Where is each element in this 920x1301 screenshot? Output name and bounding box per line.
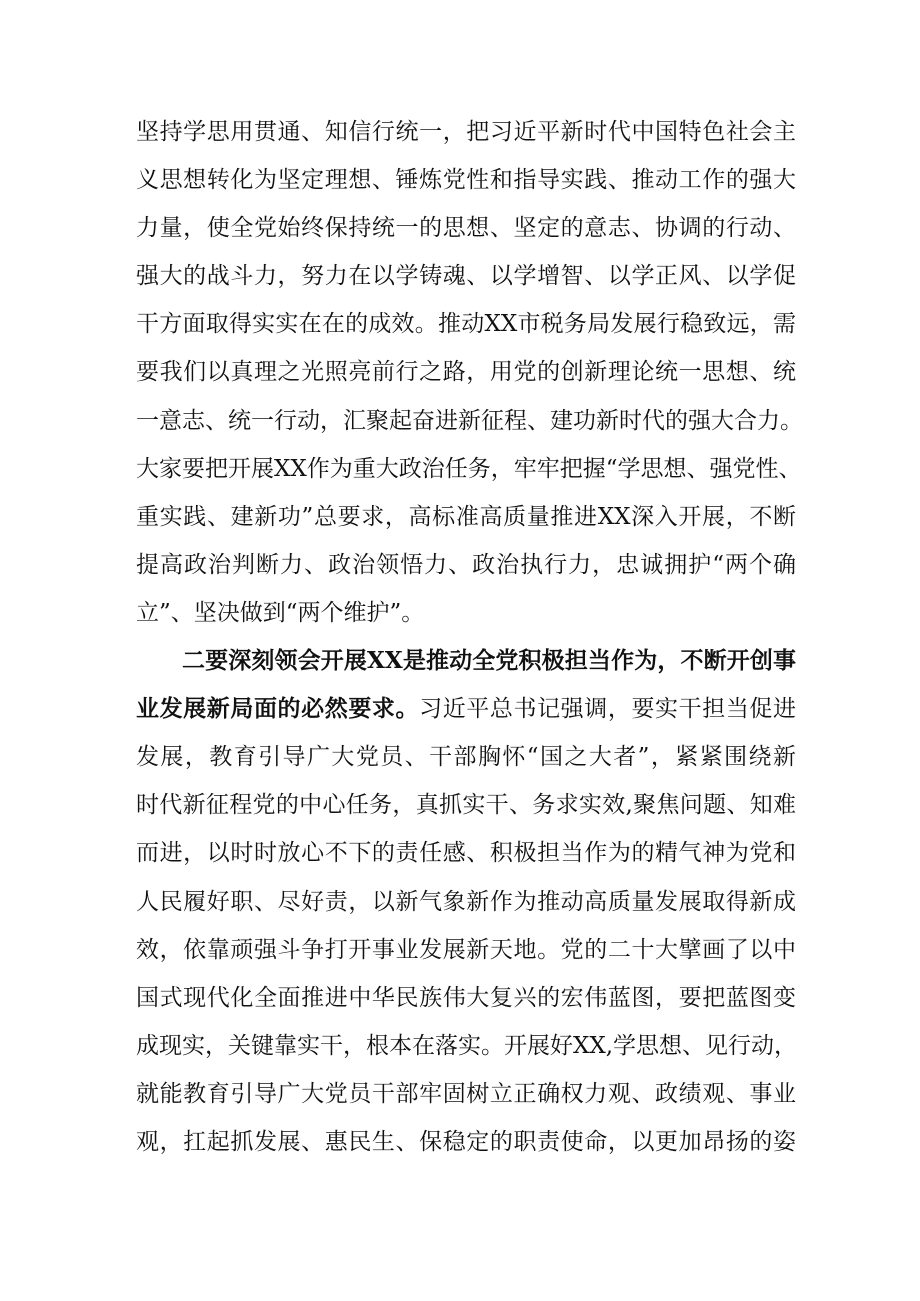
paragraph-line: 一意志、统一行动，汇聚起奋进新征程、建功新时代的强大合力。	[136, 407, 803, 434]
paragraph-line: 立”、坚决做到“两个维护”。	[136, 599, 425, 626]
paragraph-line: 发展，教育引导广大党员、干部胸怀“国之大者”，紧紧围绕新	[136, 744, 796, 771]
paragraph-heading-text: 业发展新局面的必然要求。	[136, 695, 420, 723]
paragraph-line: 提高政治判断力、政治领悟力、政治执行力，忠诚拥护“两个确	[136, 551, 796, 578]
paragraph-line: 重实践、建新功”总要求，高标准高质量推进XX深入开展，不断	[136, 503, 796, 530]
paragraph-line: 而进，以时时放心不下的责任感、积极担当作为的精气神为党和	[136, 840, 796, 867]
paragraph-body-text: 习近平总书记强调，要实干担当促进	[419, 696, 797, 723]
paragraph-line-mixed	[136, 685, 796, 733]
paragraph-line: 坚持学思用贯通、知信行统一，把习近平新时代中国特色社会主	[136, 119, 796, 145]
paragraph-line: 成现实，关键靠实干，根本在落实。开展好XX,学思想、见行动，	[136, 1032, 798, 1059]
paragraph-line: 就能教育引导广大党员干部牢固树立正确权力观、政绩观、事业	[136, 1080, 796, 1107]
paragraph-2	[136, 637, 796, 1166]
paragraph-line: 大家要把开展XX作为重大政治任务，牢牢把握“学思想、强党性、	[136, 455, 802, 482]
document-body	[136, 108, 803, 1166]
paragraph-line: 义思想转化为坚定理想、锤炼党性和指导实践、推动工作的强大	[136, 167, 796, 194]
paragraph-line: 干方面取得实实在在的成效。推动XX市税务局发展行稳致远，需	[136, 311, 796, 338]
paragraph-line: 时代新征程党的中心任务，真抓实干、务求实效,聚焦问题、知难	[136, 792, 796, 819]
paragraph-1	[136, 108, 803, 637]
paragraph-line: 要我们以真理之光照亮前行之路，用党的创新理论统一思想、统	[136, 359, 796, 386]
paragraph-line: 国式现代化全面推进中华民族伟大复兴的宏伟蓝图，要把蓝图变	[136, 984, 796, 1011]
paragraph-line: 人民履好职、尽好责，以新气象新作为推动高质量发展取得新成	[136, 888, 796, 915]
paragraph-line: 观，扛起抓发展、惠民生、保稳定的职责使命，以更加昂扬的姿	[136, 1128, 796, 1155]
paragraph-heading-line: 二要深刻领会开展XX是推动全党积极担当作为，不断开创事	[182, 647, 796, 675]
paragraph-line: 强大的战斗力，努力在以学铸魂、以学增智、以学正风、以学促	[136, 263, 796, 290]
paragraph-line: 效，依靠顽强斗争打开事业发展新天地。党的二十大擘画了以中	[136, 936, 796, 963]
paragraph-line: 力量，使全党始终保持统一的思想、坚定的意志、协调的行动、	[136, 215, 796, 242]
